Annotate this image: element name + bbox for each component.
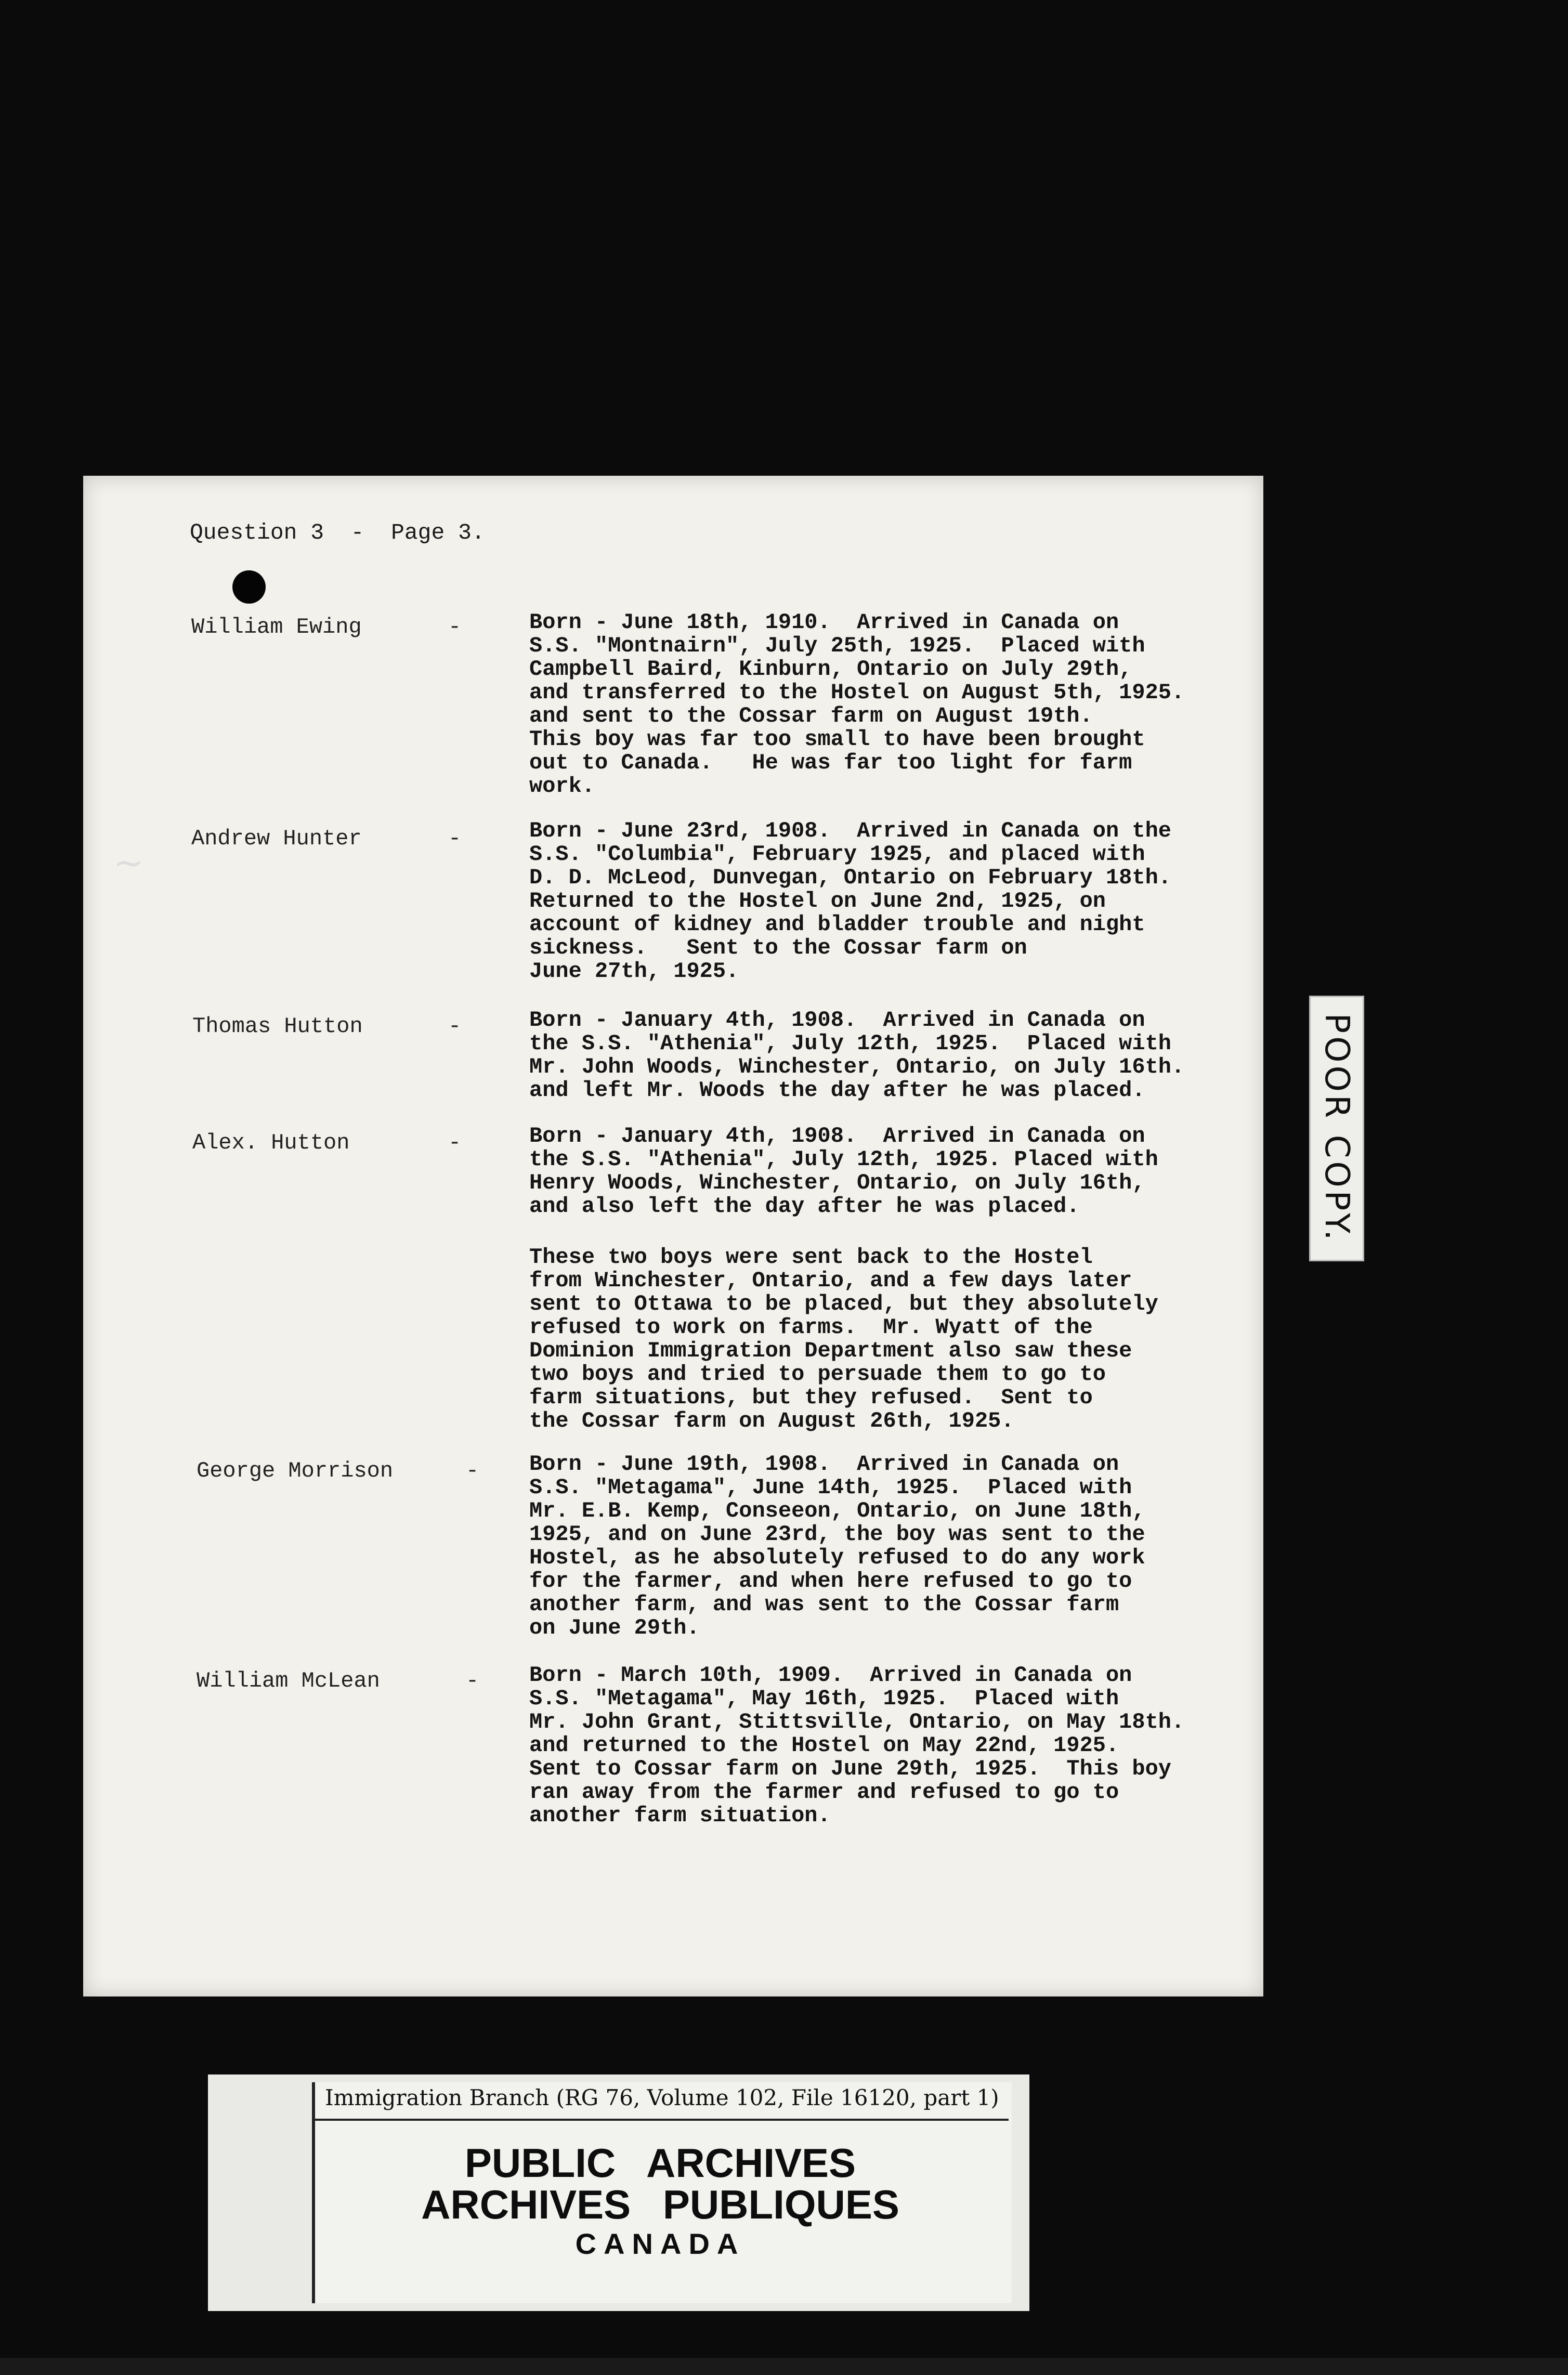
entry-name: Thomas Hutton — [192, 1014, 363, 1039]
entry-dash: - — [466, 1668, 479, 1693]
archives-line-1: PUBLIC ARCHIVES — [464, 2140, 856, 2186]
entry-dash: - — [448, 826, 462, 851]
archives-line-3: CANADA — [575, 2227, 746, 2260]
entry-text: These two boys were sent back to the Hostel from Winchester, Ontario, and a few days later sent to Ottawa to be placed, but they absolutely refused to work on farms. Mr. Wyatt of the Dominion Immigration Department also saw these two boys and tried to persuade them to go to farm situations, but they refused. Sent to the Cossar farm on August 26th, 1925. — [529, 1245, 1158, 1433]
entry-name: George Morrison — [197, 1458, 394, 1483]
entry-text: Born - June 18th, 1910. Arrived in Canada on S.S. "Montnairn", July 25th, 1925. Placed with Campbell Baird, Kinburn, Ontario on July 29th, and transferred to the Hostel on August 5th, 1925. and sent to the Cossar farm on August 19th. This boy was far too small to have been brought out to Canada. He was far too light for farm work. — [529, 610, 1185, 799]
entry-dash: - — [448, 1014, 462, 1039]
entry-text: Born - January 4th, 1908. Arrived in Canada on the S.S. "Athenia", July 12th, 1925. Placed with Henry Woods, Winchester, Ontario, on July 16th, and also left the day after he was placed. — [529, 1124, 1158, 1219]
entry-name: Andrew Hunter — [191, 826, 362, 851]
entry-dash: - — [448, 1130, 462, 1155]
entry-name: William McLean — [197, 1668, 380, 1693]
archives-reference: Immigration Branch (RG 76, Volume 102, File 16120, part 1) — [325, 2085, 999, 2110]
entry-name: Alex. Hutton — [192, 1130, 350, 1155]
punch-hole — [232, 570, 266, 604]
entry-text: Born - June 19th, 1908. Arrived in Canada on S.S. "Metagama", June 14th, 1925. Placed with Mr. E.B. Kemp, Conseeon, Ontario, on June 18th, 1925, and on June 23rd, the boy was sent to the Hostel, as he absolutely refused to do any work for the farmer, and when here refused to go to another farm, and was sent to the Cossar farm on June 29th. — [529, 1452, 1145, 1640]
film-edge — [0, 2358, 1568, 2375]
archives-reference-rule — [312, 2119, 1009, 2121]
archives-line-2: ARCHIVES PUBLIQUES — [421, 2182, 899, 2227]
entry-text: Born - June 23rd, 1908. Arrived in Canada on the S.S. "Columbia", February 1925, and placed with D. D. McLeod, Dunvegan, Ontario on February 18th. Returned to the Hostel on June 2nd, 1925, on account of kidney and bladder trouble and night sickness. Sent to the Cossar farm on June 27th, 1925. — [529, 818, 1172, 984]
entry-dash: - — [448, 615, 462, 640]
entry-dash: - — [466, 1458, 479, 1483]
margin-mark: ~ — [113, 841, 144, 884]
page-header: Question 3 - Page 3. — [190, 520, 485, 545]
poor-copy-stamp — [1309, 996, 1364, 1261]
entry-name: William Ewing — [191, 615, 362, 640]
poor-copy-text: POOR COPY. — [1317, 1013, 1356, 1244]
entry-text: Born - January 4th, 1908. Arrived in Canada on the S.S. "Athenia", July 12th, 1925. Placed with Mr. John Woods, Winchester, Ontario, on July 16th. and left Mr. Woods the day after he was placed. — [529, 1008, 1185, 1103]
entry-text: Born - March 10th, 1909. Arrived in Canada on S.S. "Metagama", May 16th, 1925. Placed with Mr. John Grant, Stittsville, Ontario, on May 18th. and returned to the Hostel on May 22nd, 1925. Sent to Cossar farm on June 29th, 1925. This boy ran away from the farmer and refused to go to another farm situation. — [529, 1663, 1185, 1828]
